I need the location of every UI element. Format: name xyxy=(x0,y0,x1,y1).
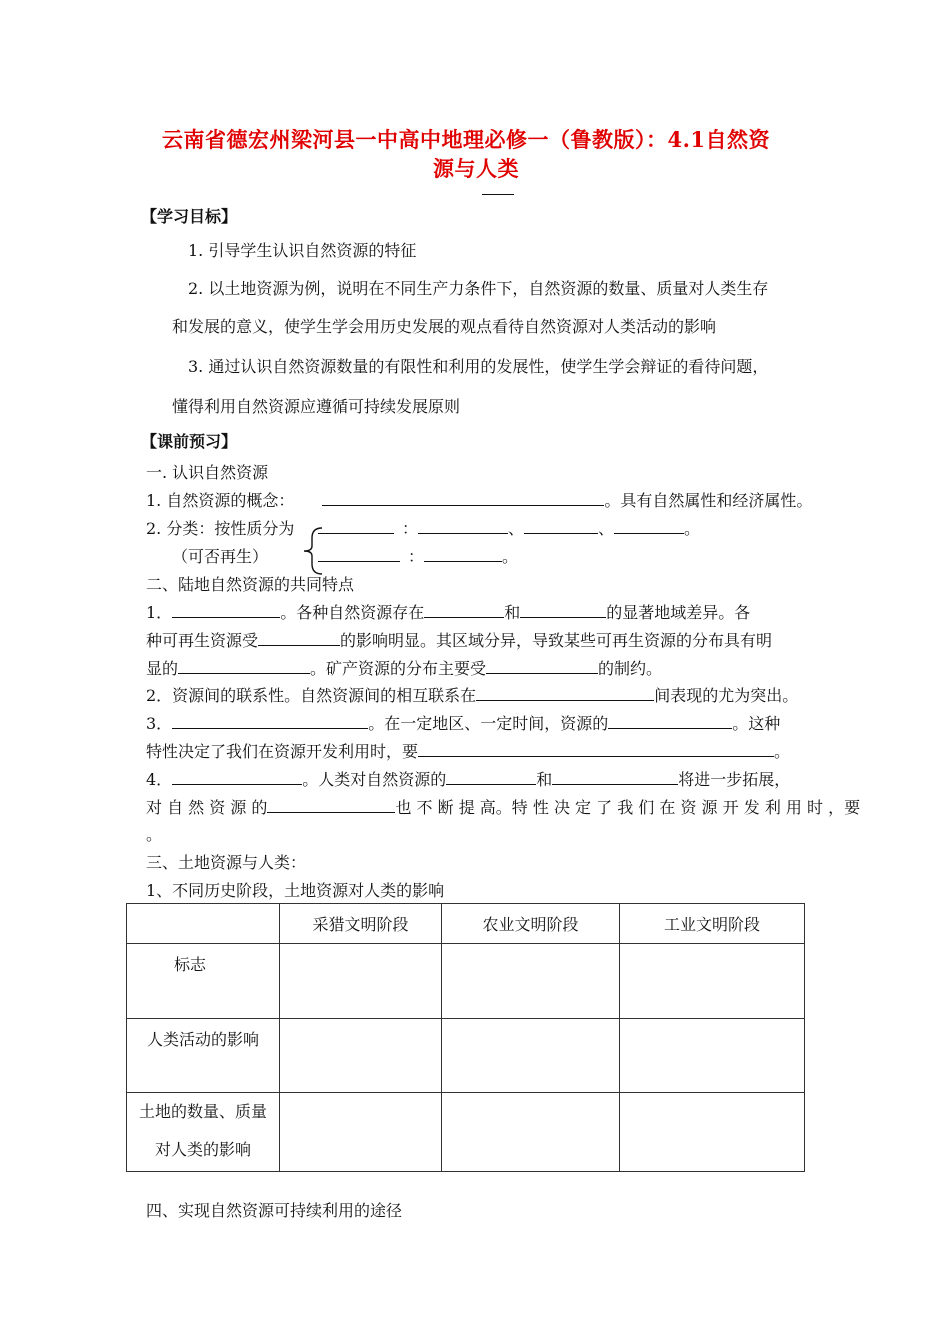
period: 。 xyxy=(684,519,701,538)
feature-4-line2 xyxy=(146,795,860,818)
feature-4-text-a: 。人类对自然资源的 xyxy=(302,770,447,789)
table-row xyxy=(127,944,805,1019)
feature-3-line2 xyxy=(146,739,790,762)
feature-4-blank-4[interactable] xyxy=(267,795,395,813)
table-row xyxy=(127,1093,805,1172)
title-underline xyxy=(482,194,514,195)
feature-3-blank[interactable] xyxy=(172,711,368,729)
section-2-heading: 二、陆地自然资源的共同特点 xyxy=(146,575,355,594)
feature-3-blank-2[interactable] xyxy=(608,711,732,729)
feature-4-blank-2[interactable] xyxy=(446,767,536,785)
concept-blank[interactable] xyxy=(322,488,604,506)
feature-3-text-a: 。在一定地区、一定时间，资源的 xyxy=(368,714,609,733)
nonrenewable-type-blank[interactable] xyxy=(424,544,502,562)
item-number: 1． xyxy=(146,603,173,622)
feature-4-line1 xyxy=(146,767,790,790)
feature-1-text-c: 的显著地域差异。各 xyxy=(606,603,751,622)
feature-1-text-b: 和 xyxy=(504,603,521,622)
answer-cell[interactable] xyxy=(280,944,442,1019)
row-label xyxy=(127,944,280,1019)
feature-1-line3 xyxy=(146,656,662,679)
feature-1-text-a: 。各种自然资源存在 xyxy=(280,603,425,622)
concept-tail: 。具有自然属性和经济属性。 xyxy=(604,491,813,510)
objective-2b: 和发展的意义，使学生学会用历史发展的观点看待自然资源对人类活动的影响 xyxy=(172,317,717,336)
feature-4-line3: 。 xyxy=(146,825,163,844)
objectives-heading: 【学习目标】 xyxy=(141,207,238,226)
classification-row2 xyxy=(318,544,518,567)
feature-1-text-d: 种可再生资源受 xyxy=(146,631,259,650)
answer-cell[interactable] xyxy=(620,944,805,1019)
feature-4-text-b: 和 xyxy=(536,770,553,789)
feature-1-text-g: 。矿产资源的分布主要受 xyxy=(310,659,487,678)
table-header-cell: 采猎文明阶段 xyxy=(280,904,442,944)
feature-2-text-a: 2．资源间的联系性。自然资源间的相互联系在 xyxy=(146,686,477,705)
preview-heading: 【课前预习】 xyxy=(141,432,238,451)
feature-3-text-c: 特性决定了我们在资源开发利用时，要 xyxy=(146,742,419,761)
answer-cell[interactable] xyxy=(620,1093,805,1172)
feature-2-blank[interactable] xyxy=(476,683,654,701)
table-header-cell xyxy=(127,904,280,944)
objective-1: 1. 引导学生认识自然资源的特征 xyxy=(188,241,417,260)
item-number: 3． xyxy=(146,714,173,733)
answer-cell[interactable] xyxy=(442,944,620,1019)
document-title-line2: 源与人类 xyxy=(433,156,519,181)
feature-3-blank-3[interactable] xyxy=(418,739,774,757)
feature-1-blank-3[interactable] xyxy=(520,600,606,618)
row-label-line2: 对人类的影响 xyxy=(154,1140,251,1159)
renewable-blank[interactable] xyxy=(318,516,394,534)
answer-cell[interactable] xyxy=(442,1093,620,1172)
section-4-heading: 四、实现自然资源可持续利用的途径 xyxy=(146,1201,403,1220)
feature-3-line1 xyxy=(146,711,780,734)
feature-1-blank-6[interactable] xyxy=(486,656,598,674)
row-label xyxy=(127,1093,280,1172)
classification-sub: （可否再生） xyxy=(172,547,269,566)
land-resources-table xyxy=(126,903,805,1172)
feature-1-blank-4[interactable] xyxy=(258,628,340,646)
feature-4-blank-3[interactable] xyxy=(552,767,678,785)
objective-3a: 3. 通过认识自然资源数量的有限性和利用的发展性，使学生学会辩证的看待问题， xyxy=(188,357,769,376)
table-row xyxy=(127,1019,805,1093)
document-title-line1: 云南省德宏州梁河县一中高中地理必修一（鲁教版）：4.1自然资 xyxy=(162,127,771,152)
colon: ： xyxy=(408,547,425,566)
section-3-sub: 1、不同历史阶段，土地资源对人类的影响 xyxy=(146,881,445,900)
answer-cell[interactable] xyxy=(280,1019,442,1093)
feature-1-blank-2[interactable] xyxy=(424,600,504,618)
feature-3-text-b: 。这种 xyxy=(732,714,781,733)
table-header-cell: 农业文明阶段 xyxy=(442,904,620,944)
renewable-type-blank-3[interactable] xyxy=(614,516,684,534)
item-number: 4． xyxy=(146,770,173,789)
feature-1-blank-5[interactable] xyxy=(178,656,310,674)
period: 。 xyxy=(502,547,519,566)
feature-2-text-b: 间表现的尤为突出。 xyxy=(654,686,799,705)
objective-3b: 懂得利用自然资源应遵循可持续发展原则 xyxy=(172,397,461,416)
concept-label: 1. 自然资源的概念： xyxy=(146,491,295,510)
row-label-line1: 土地的数量、质量 xyxy=(138,1102,267,1121)
concept-line xyxy=(146,488,812,511)
feature-1-text-e: 的影响明显。其区域分异，导致某些可再生资源的分布具有明 xyxy=(340,631,773,650)
feature-1-line1 xyxy=(146,600,750,623)
separator: 、 xyxy=(508,519,525,538)
renewable-type-blank-1[interactable] xyxy=(418,516,508,534)
section-3-heading: 三、土地资源与人类： xyxy=(146,853,307,872)
table-header-row xyxy=(127,904,805,944)
answer-cell[interactable] xyxy=(620,1019,805,1093)
answer-cell[interactable] xyxy=(280,1093,442,1172)
feature-1-text-h: 的制约。 xyxy=(598,659,663,678)
classification-label: 2. 分类：按性质分为 xyxy=(146,519,295,538)
feature-4-text-c: 将进一步拓展， xyxy=(678,770,791,789)
feature-4-blank[interactable] xyxy=(172,767,302,785)
answer-cell[interactable] xyxy=(442,1019,620,1093)
table-header-cell: 工业文明阶段 xyxy=(620,904,805,944)
feature-1-text-f: 显的 xyxy=(146,659,179,678)
objective-2a: 2. 以土地资源为例，说明在不同生产力条件下，自然资源的数量、质量对人类生存 xyxy=(188,279,769,298)
section-1-heading: 一. 认识自然资源 xyxy=(146,463,269,482)
feature-2-line xyxy=(146,683,798,706)
nonrenewable-blank[interactable] xyxy=(318,544,400,562)
feature-4-text-e: 也 不 断 提 高。特 性 决 定 了 我 们 在 资 源 开 发 利 用 时 ，要 xyxy=(395,798,861,817)
renewable-type-blank-2[interactable] xyxy=(524,516,598,534)
period: 。 xyxy=(774,742,791,761)
feature-1-blank[interactable] xyxy=(172,600,280,618)
row-label-text: 标志 xyxy=(173,955,206,974)
colon: ： xyxy=(402,519,419,538)
separator: 、 xyxy=(598,519,615,538)
row-label: 人类活动的影响 xyxy=(127,1019,280,1093)
classification-row1 xyxy=(318,516,700,539)
feature-4-text-d: 对 自 然 资 源 的 xyxy=(146,798,268,817)
feature-1-line2 xyxy=(146,628,772,651)
